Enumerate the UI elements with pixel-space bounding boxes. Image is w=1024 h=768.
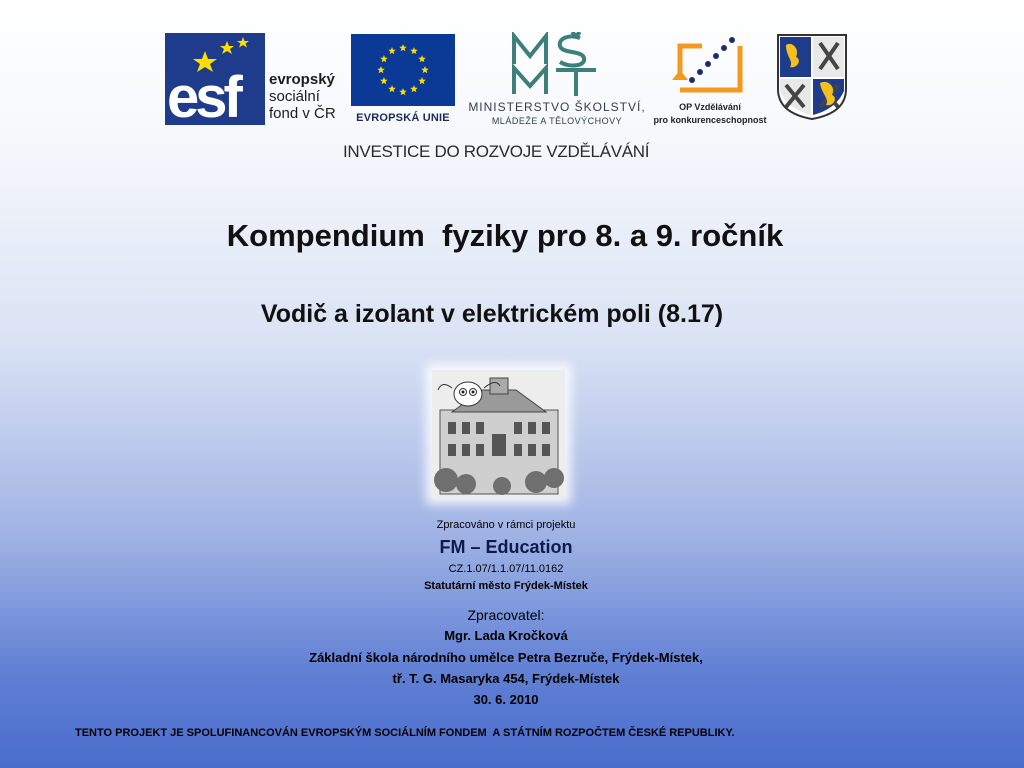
eu-star-icon — [388, 85, 396, 92]
eu-flag — [351, 34, 455, 106]
op-logo — [650, 34, 770, 130]
eu-star-icon — [410, 47, 418, 54]
esf-logo — [165, 33, 345, 130]
project-label: Zpracováno v rámci projektu — [436, 519, 576, 531]
esf-line-2: sociální — [269, 88, 320, 105]
op-line-1: OP Vzdělávání — [679, 102, 741, 112]
eu-logo — [351, 34, 455, 126]
eu-star-icon — [418, 77, 426, 84]
page-title: Kompendium fyziky pro 8. a 9. ročník — [226, 218, 784, 253]
esf-logo-block — [165, 33, 265, 130]
project-city: Statutární město Frýdek-Místek — [424, 580, 588, 592]
eu-star-icon — [380, 77, 388, 84]
esf-letters: esf — [167, 65, 239, 130]
eu-star-icon — [410, 85, 418, 92]
esf-line-3: fond v ČR — [269, 105, 336, 122]
project-name: FM – Education — [439, 537, 573, 557]
eu-star-icon — [377, 66, 385, 73]
school-name: Základní škola národního umělce Petra Bezruče, Frýdek-Místek, — [309, 650, 703, 665]
author-name: Mgr. Lada Kročková — [444, 628, 568, 643]
op-arrows-icon — [650, 34, 770, 100]
school-illustration — [432, 370, 565, 498]
eu-stars-icon — [351, 34, 455, 106]
funding-footer: TENTO PROJEKT JE SPOLUFINANCOVÁN EVROPSKÝM SOCIÁLNÍM FONDEM A STÁTNÍM ROZPOČTEM ČESKÉ REPUBLIKY. — [75, 727, 735, 739]
school-address: tř. T. G. Masaryka 454, Frýdek-Místek — [392, 671, 620, 686]
msmt-monogram-icon — [510, 32, 602, 98]
investice-tagline: INVESTICE DO ROZVOJE VZDĚLÁVÁNÍ — [343, 142, 650, 161]
author-label: Zpracovatel: — [467, 607, 545, 623]
eu-star-icon — [418, 55, 426, 62]
city-crest — [776, 33, 848, 121]
esf-line-1: evropský — [269, 71, 335, 88]
eu-star-icon — [421, 66, 429, 73]
op-line-2: pro konkurenceschopnost — [653, 115, 767, 125]
msmt-line-2: MLÁDEŽE A TĚLOVÝCHOVY — [491, 116, 623, 126]
eu-label: EVROPSKÁ UNIE — [356, 112, 450, 124]
msmt-line-1: MINISTERSTVO ŠKOLSTVÍ, — [468, 100, 646, 114]
eu-star-icon — [399, 88, 407, 95]
project-code: CZ.1.07/1.1.07/11.0162 — [448, 563, 564, 575]
eu-star-icon — [388, 47, 396, 54]
school-building-icon — [432, 370, 565, 498]
crest-icon — [776, 33, 848, 121]
page-subtitle: Vodič a izolant v elektrickém poli (8.17) — [260, 300, 724, 328]
eu-star-icon — [399, 44, 407, 51]
eu-star-icon — [380, 55, 388, 62]
document-date: 30. 6. 2010 — [473, 692, 539, 707]
msmt-logo — [462, 32, 652, 132]
esf-text — [269, 71, 336, 122]
